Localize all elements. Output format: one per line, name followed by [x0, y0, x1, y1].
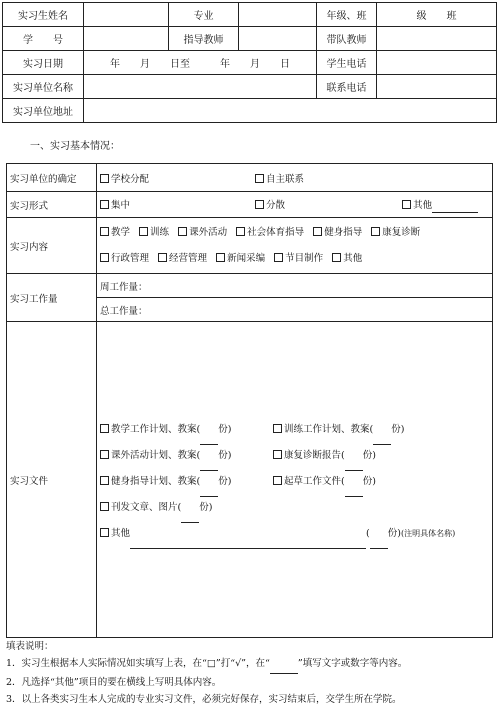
- note-line-2: 2．凡选择“其他”项目的要在横线上写明具体内容。: [6, 677, 222, 688]
- checkbox-icon[interactable]: [273, 476, 282, 485]
- unit-name-label: 实习单位名称: [3, 75, 84, 99]
- checkbox-icon[interactable]: [332, 253, 341, 262]
- option-admin[interactable]: 行政管理: [100, 246, 149, 272]
- checkbox-icon[interactable]: [100, 476, 109, 485]
- checkbox-icon[interactable]: [100, 200, 109, 209]
- unit-determination-label: 实习单位的确定: [7, 164, 97, 192]
- student-id-field[interactable]: [84, 27, 169, 51]
- unit-address-field[interactable]: [84, 99, 497, 123]
- checkbox-icon[interactable]: [100, 450, 109, 459]
- option-centralized[interactable]: 集中: [100, 197, 246, 211]
- files-row: [100, 469, 489, 495]
- other-blank[interactable]: [130, 522, 366, 549]
- student-info-table: [2, 2, 497, 123]
- checkbox-icon[interactable]: [274, 253, 283, 262]
- files-row: [100, 521, 489, 547]
- major-label: 专业: [169, 3, 239, 27]
- checkbox-icon[interactable]: [158, 253, 167, 262]
- checkbox-icon[interactable]: [255, 174, 264, 183]
- student-id-label: 学 号: [3, 27, 84, 51]
- file-item[interactable]: 训练工作计划、教案( 份): [273, 424, 404, 435]
- checkbox-icon[interactable]: [313, 227, 322, 236]
- basic-info-table: [6, 163, 493, 638]
- option-extracurricular[interactable]: 课外活动: [178, 220, 227, 246]
- checkbox-icon[interactable]: [402, 200, 411, 209]
- advisor-field[interactable]: [239, 27, 317, 51]
- files-row: [100, 417, 489, 443]
- unit-name-field[interactable]: [84, 75, 317, 99]
- option-news[interactable]: 新闻采编: [216, 246, 265, 272]
- unit-address-label: 实习单位地址: [3, 99, 84, 123]
- option-scattered[interactable]: 分散: [255, 197, 393, 211]
- option-rehab[interactable]: 康复诊断: [371, 220, 420, 246]
- content-options: [97, 218, 493, 274]
- checkbox-icon[interactable]: [100, 502, 109, 511]
- grade-field[interactable]: 级 班: [377, 3, 497, 27]
- file-item-publish[interactable]: 刊发文章、图片( 份): [100, 502, 212, 513]
- option-school-assigned[interactable]: 学校分配: [100, 171, 246, 185]
- filling-notes: [6, 638, 498, 708]
- checkbox-icon[interactable]: [273, 424, 282, 433]
- section-title: 一、实习基本情况：: [30, 141, 120, 152]
- checkbox-icon[interactable]: [139, 227, 148, 236]
- option-form-other[interactable]: 其他: [402, 197, 478, 213]
- student-name-label: 实习生姓名: [3, 3, 84, 27]
- grade-label: 年级、班: [317, 3, 377, 27]
- option-fitness[interactable]: 健身指导: [313, 220, 362, 246]
- file-item[interactable]: 康复诊断报告( 份): [273, 450, 376, 461]
- option-training[interactable]: 训练: [139, 220, 169, 246]
- contact-phone-field[interactable]: [377, 75, 497, 99]
- checkbox-icon[interactable]: [100, 528, 109, 537]
- other-blank[interactable]: [362, 247, 420, 274]
- files-row: [100, 495, 489, 521]
- checkbox-icon[interactable]: [255, 200, 264, 209]
- workload-label: 实习工作量: [7, 274, 97, 322]
- file-item[interactable]: 教学工作计划、教案( 份): [100, 417, 270, 445]
- unit-determination-options: [97, 164, 493, 192]
- date-field[interactable]: 年 月 日至 年 月 日: [84, 51, 317, 75]
- phone-label: 学生电话: [317, 51, 377, 75]
- team-teacher-label: 带队教师: [317, 27, 377, 51]
- checkbox-icon[interactable]: [100, 227, 109, 236]
- student-name-field[interactable]: [84, 3, 169, 27]
- other-blank[interactable]: [432, 201, 478, 213]
- file-item-other[interactable]: 其他 ( 份)(注明具体名称): [100, 528, 455, 539]
- checkbox-icon[interactable]: [178, 227, 187, 236]
- team-teacher-field[interactable]: [377, 27, 497, 51]
- checkbox-icon[interactable]: [100, 174, 109, 183]
- phone-field[interactable]: [377, 51, 497, 75]
- contact-phone-label: 联系电话: [317, 75, 377, 99]
- major-field[interactable]: [239, 3, 317, 27]
- file-item[interactable]: 起草工作文件( 份): [273, 476, 376, 487]
- form-options: [97, 192, 493, 218]
- checkbox-icon[interactable]: [100, 424, 109, 433]
- advisor-label: 指导教师: [169, 27, 239, 51]
- files-row: [100, 443, 489, 469]
- option-teaching[interactable]: 教学: [100, 220, 130, 246]
- option-content-other[interactable]: 其他: [332, 246, 420, 274]
- form-label: 实习形式: [7, 192, 97, 218]
- files-cell: [97, 322, 493, 638]
- option-business[interactable]: 经营管理: [158, 246, 207, 272]
- option-self-contact[interactable]: 自主联系: [255, 171, 304, 185]
- date-label: 实习日期: [3, 51, 84, 75]
- notes-title: 填表说明：: [6, 641, 54, 652]
- option-social-sports[interactable]: 社会体育指导: [236, 220, 304, 246]
- file-item[interactable]: 课外活动计划、教案( 份): [100, 443, 270, 471]
- total-workload-field[interactable]: 总工作量：: [97, 298, 493, 322]
- file-item[interactable]: 健身指导计划、教案( 份): [100, 469, 270, 497]
- checkbox-icon[interactable]: [371, 227, 380, 236]
- checkbox-icon[interactable]: [216, 253, 225, 262]
- checkbox-icon[interactable]: [100, 253, 109, 262]
- files-label: 实习文件: [7, 322, 97, 638]
- option-program[interactable]: 节目制作: [274, 246, 323, 272]
- content-label: 实习内容: [7, 218, 97, 274]
- checkbox-icon[interactable]: [236, 227, 245, 236]
- weekly-workload-field[interactable]: 周工作量：: [97, 274, 493, 298]
- note-line-1: 1．实习生根据本人实际情况如实填写上表，在“□”打“√”，在“ ”填写文字或数字等内容。: [6, 655, 498, 674]
- note-line-3: 3．以上各类实习生本人完成的专业实习文件，必须完好保存，实习结束后，交学生所在学院。: [6, 694, 402, 705]
- checkbox-icon[interactable]: [273, 450, 282, 459]
